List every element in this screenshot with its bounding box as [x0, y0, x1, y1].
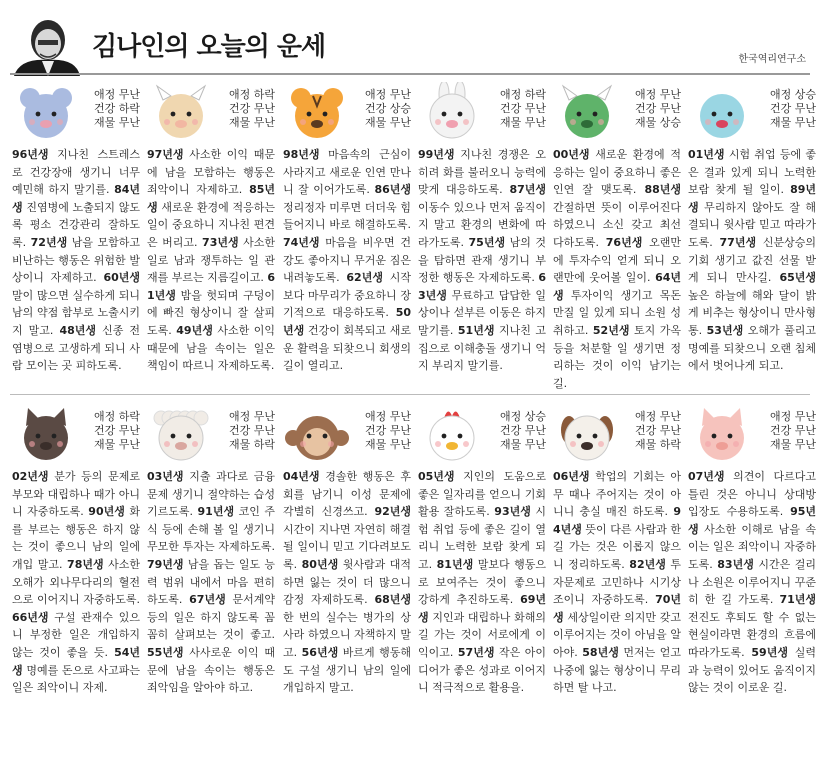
- birth-year: 80년생: [301, 557, 339, 571]
- status-line: 건강 무난: [769, 424, 816, 437]
- birth-year: 87년생: [509, 183, 546, 197]
- birth-year: 67년생: [189, 593, 226, 607]
- fortune-sentence: 작은 아이디어가 좋은 성과로 이어지니 적극적으로 활용을.: [418, 645, 547, 695]
- fortune-sentence: 분가 등의 문제로 부모와 대립하나 때가 아니니 자중하도록.: [12, 470, 140, 519]
- fortune-text: [688, 468, 816, 697]
- ox-icon: [147, 82, 215, 144]
- fortune-sentence: 지나친 경쟁은 오히려 화를 불러오니 능력에 맞게 대응하도록.: [418, 148, 546, 197]
- fortune-sentence: 새로운 환경에 적응하는 일이 중요하니 지나친 편견은 버리고.: [147, 200, 275, 249]
- fortune-sentence: 말이 많으면 실수하게 되니 남의 약점 함부로 노출시키지 말고.: [12, 288, 140, 337]
- status-line: 건강 무난: [93, 424, 140, 437]
- birth-year: 65년생: [779, 271, 816, 285]
- fortune-sentence: 실력과 능력이 있어도 움직이지 않는 것이 이로운 길.: [688, 645, 816, 695]
- tiger-icon: [283, 82, 351, 144]
- source-credit: 한국역리연구소: [738, 54, 806, 65]
- fortune-sentence: 남의 것을 탐하면 관재 생기니 부정한 행동은 자제하도록.: [418, 235, 547, 285]
- status-line: 재물 무난: [499, 116, 546, 129]
- status-line: 애정 상승: [769, 88, 816, 101]
- birth-year: 84년생: [12, 183, 140, 214]
- fortune-status: [760, 88, 816, 130]
- fortune-sentence: 사소한 이익 때문에 남을 모함하는 행동은 죄악이니 자제하고.: [147, 148, 275, 197]
- birth-year: 73년생: [202, 235, 239, 249]
- fortune-sentence: 화를 부르는 행동은 하지 않는 것이 좋으니 남의 일에 개입 말고.: [12, 505, 141, 571]
- pig-icon: [688, 404, 756, 466]
- fortune-sentence: 투자이익 생기고 목돈 만질 일 있게 되니 소원 성취하고.: [553, 288, 681, 337]
- birth-year: 79년생: [147, 557, 184, 571]
- fortune-sentence: 문서계약 등의 일은 하지 않도록 꼼꼼히 살펴보는 것이 좋고.: [147, 593, 275, 642]
- status-line: 애정 무난: [769, 410, 816, 423]
- birth-year: 90년생: [88, 505, 125, 519]
- birth-year: 01년생: [688, 148, 725, 161]
- birth-year: 59년생: [751, 645, 788, 659]
- fortune-text: [553, 468, 681, 697]
- fortune-sentence: 투자문제로 고민하나 시기상조이니 자중하도록.: [553, 557, 682, 607]
- fortune-text: [688, 146, 816, 375]
- fortune-sentence: 지출 과다로 금융문제 생기니 절약하는 습성 기르도록.: [147, 470, 275, 519]
- status-line: 애정 무난: [228, 410, 275, 423]
- fortune-text: [147, 468, 275, 697]
- fortune-sentence: 사소한 오해가 외나무다리의 혈전으로 이어지니 자중하도록.: [12, 557, 141, 607]
- status-line: 애정 무난: [634, 88, 681, 101]
- birth-year: 98년생: [283, 148, 320, 161]
- status-line: 재물 상승: [634, 116, 681, 129]
- status-line: 재물 무난: [228, 116, 275, 129]
- status-line: 애정 무난: [93, 88, 140, 101]
- status-line: 건강 무난: [499, 102, 546, 115]
- fortune-status: [84, 88, 140, 130]
- fortune-sentence: 오해가 풀리고 명예를 되찾으니 오랜 침체에서 벗어나게 되고.: [688, 323, 816, 373]
- status-line: 재물 무난: [364, 116, 411, 129]
- fortune-text: [12, 146, 140, 375]
- header-rule: [10, 73, 810, 75]
- fortune-status: [490, 410, 546, 452]
- birth-year: 55년생: [147, 645, 184, 659]
- fortune-sentence: 새로운 환경에 적응하는 일이 중요하니 좋은 인연 잘 맺도록.: [553, 148, 681, 197]
- fortune-sentence: 명예를 돈으로 사고파는 일은 죄악이니 자제.: [12, 663, 140, 695]
- page-title: 김나인의 오늘의 운세: [92, 32, 326, 62]
- birth-year: 83년생: [717, 557, 754, 571]
- fortune-text: [12, 468, 140, 697]
- birth-year: 92년생: [374, 505, 411, 519]
- birth-year: 53년생: [706, 323, 744, 337]
- birth-year: 03년생: [147, 470, 184, 483]
- status-line: 재물 무난: [769, 116, 816, 129]
- monkey-icon: [283, 404, 351, 466]
- fortune-sentence: 사소한 일로 남과 쟁투하는 일 관재를 부르는 지름길이고.: [147, 235, 276, 285]
- fortune-sentence: 지나친 스트레스로 건강장애 생기니 너무 예민해 하지 말기를.: [12, 148, 140, 197]
- birth-year: 68년생: [374, 593, 411, 607]
- fortune-sentence: 시간이 지나면 자연히 해결될 일이니 믿고 기다려보도록.: [283, 522, 411, 571]
- fortune-text: [418, 146, 546, 375]
- birth-year: 54년생: [12, 645, 140, 677]
- fortune-sentence: 한 번의 실수는 병가의 상사라 하였으니 자책하지 말고.: [283, 610, 411, 659]
- fortune-sentence: 무리하지 않아도 잘 해결되니 윗사람 믿고 따라가도록.: [688, 200, 816, 249]
- fortune-sentence: 전진도 후퇴도 할 수 없는 현실이라면 환경의 흐름에 따라가도록.: [688, 610, 816, 659]
- birth-year: 88년생: [644, 183, 681, 197]
- birth-year: 61년생: [147, 271, 275, 302]
- birth-year: 74년생: [283, 235, 320, 249]
- birth-year: 05년생: [418, 470, 455, 483]
- dog-icon: [553, 404, 621, 466]
- fortune-status: [219, 410, 275, 452]
- status-line: 건강 무난: [634, 424, 681, 437]
- birth-year: 77년생: [719, 235, 757, 249]
- status-line: 애정 무난: [364, 88, 411, 101]
- fortune-sentence: 사소한 이익 때문에 남을 속이는 일은 책임이 따르니 자제하도록.: [147, 323, 276, 373]
- fortune-sentence: 남을 돕는 일도 능력 범위 내에서 마음 편히 하도록.: [147, 557, 275, 607]
- fortune-sentence: 세상일이란 의지만 갖고 이루어지는 것이 아님을 알아야.: [553, 610, 681, 659]
- fortune-sentence: 밤을 헛되며 구덩이에 빠진 형상이니 잘 살피도록.: [147, 288, 275, 337]
- fortune-sentence: 정리정자 미루면 더더욱 힘들어지니 바로 해결하도록.: [283, 200, 411, 232]
- rooster-icon: [418, 404, 486, 466]
- birth-year: 99년생: [418, 148, 455, 161]
- fortune-sentence: 시간은 걸리나 소원은 이루어지니 꾸준히 한 길 가도록.: [688, 557, 817, 607]
- fortune-sentence: 지인의 도움으로 좋은 일자리를 얻으니 기회 활용 잘하도록.: [418, 470, 546, 519]
- fortune-status: [625, 88, 681, 130]
- fortune-status: [355, 88, 411, 130]
- birth-year: 76년생: [605, 235, 643, 249]
- fortune-sentence: 코인 주식 등에 손해 볼 일 생기니 무모한 투자는 자제하도록.: [147, 505, 276, 554]
- fortune-sentence: 마음을 비우면 건강도 좋아지니 무거운 짐은 내려놓도록.: [283, 235, 411, 285]
- status-line: 건강 무난: [228, 102, 275, 115]
- fortune-sentence: 지나친 고집으로 이해충돌 생기니 억지 부리지 말기를.: [418, 323, 547, 373]
- birth-year: 48년생: [59, 323, 97, 337]
- fortune-text: [283, 468, 411, 697]
- fortune-sentence: 학업의 기회는 아무 때나 주어지는 것이 아니니 충실 매진 하도록.: [553, 470, 681, 519]
- snake-icon: [688, 82, 756, 144]
- birth-year: 69년생: [418, 593, 546, 624]
- fortune-sentence: 진염병에 노출되지 않도록 평소 건강관리 잘하도록.: [12, 200, 140, 249]
- fortune-sentence: 바르게 행동해도 구설 생기니 남의 일에 개입하지 말고.: [283, 645, 411, 695]
- fortune-sentence: 오랜만에 투자수익 얻게 되니 오랜만에 웃어볼 일이.: [553, 235, 681, 285]
- birth-year: 91년생: [197, 505, 235, 519]
- dragon-icon: [553, 82, 621, 144]
- birth-year: 51년생: [457, 323, 495, 337]
- status-line: 건강 무난: [364, 424, 411, 437]
- rabbit-icon: [418, 82, 486, 144]
- fortune-sentence: 사사로운 이익 때문에 남을 속이는 행동은 죄악임을 알아야 하고.: [147, 645, 275, 695]
- rat-icon: [12, 82, 80, 144]
- status-line: 재물 무난: [499, 438, 546, 451]
- status-line: 재물 무난: [93, 438, 140, 451]
- status-line: 건강 무난: [499, 424, 546, 437]
- birth-year: 86년생: [374, 183, 411, 197]
- birth-year: 07년생: [688, 470, 725, 483]
- status-line: 재물 무난: [364, 438, 411, 451]
- birth-year: 00년생: [553, 148, 590, 161]
- fortune-status: [355, 410, 411, 452]
- row-divider: [10, 394, 810, 395]
- fortune-sentence: 뜻이 다른 사람과 한 길 가는 것은 이롭지 않으니 정리하도록.: [553, 522, 681, 571]
- birth-year: 63년생: [418, 271, 546, 302]
- birth-year: 81년생: [436, 557, 474, 571]
- fortune-sentence: 시작보다 마무리가 중요하니 장기적으로 대응하도록.: [283, 271, 411, 320]
- fortune-sentence: 말보다 행동으로 보여주는 것이 좋으니 강하게 추진하도록.: [418, 557, 546, 607]
- birth-year: 50년생: [283, 306, 411, 337]
- fortune-sentence: 사소한 이해로 남을 속이는 일은 죄악이니 자중하도록.: [688, 522, 816, 571]
- birth-year: 06년생: [553, 470, 590, 483]
- fortune-sentence: 건강이 회복되고 새로운 활력을 되찾으니 회생의 길이 열리고.: [283, 323, 411, 373]
- status-line: 건강 무난: [769, 102, 816, 115]
- horse-icon: [12, 404, 80, 466]
- fortune-text: [418, 468, 546, 697]
- birth-year: 89년생: [688, 183, 816, 214]
- fortune-sentence: 경솔한 행동은 후회를 남기니 이성 문제에 각별히 신경쓰고.: [283, 470, 411, 519]
- birth-year: 52년생: [592, 323, 630, 337]
- birth-year: 82년생: [629, 557, 666, 571]
- status-line: 애정 무난: [364, 410, 411, 423]
- status-line: 애정 하락: [499, 88, 546, 101]
- fortune-status: [219, 88, 275, 130]
- birth-year: 57년생: [457, 645, 495, 659]
- fortune-sentence: 간절하면 뜻이 이루어진다 하였으니 소신 갖고 최선 다하도록.: [553, 200, 681, 249]
- birth-year: 49년생: [176, 323, 213, 337]
- fortune-sentence: 먼저는 얻고 나중에 잃는 형상이니 무리하면 탈 나고.: [553, 645, 682, 695]
- status-line: 애정 하락: [228, 88, 275, 101]
- birth-year: 97년생: [147, 148, 184, 161]
- birth-year: 72년생: [30, 235, 68, 249]
- fortune-status: [490, 88, 546, 130]
- fortune-sentence: 신분상승의 기회 생기고 값진 선물 받게 되니 만사길.: [688, 235, 816, 285]
- birth-year: 60년생: [103, 271, 140, 285]
- birth-year: 66년생: [12, 610, 49, 624]
- fortune-text: [283, 146, 411, 375]
- birth-year: 78년생: [67, 557, 104, 571]
- author-portrait: [10, 14, 80, 76]
- fortune-status: [760, 410, 816, 452]
- fortune-sentence: 지인과 대립하나 화해의 길 가는 것이 서로에게 이익이고.: [418, 610, 546, 659]
- fortune-sentence: 시험 취업 등에 좋은 결과 있게 되니 노력한 보람 찾게 될 일이.: [688, 148, 816, 197]
- birth-year: 71년생: [779, 593, 816, 607]
- fortune-sentence: 무료하고 답답한 일상이나 섣부른 이동은 하지 말기를.: [418, 288, 546, 337]
- birth-year: 96년생: [12, 148, 49, 161]
- sheep-icon: [147, 404, 215, 466]
- fortune-sentence: 시험 취업 등에 좋은 길이 열리니 노력한 보람 찾게 되고.: [418, 505, 547, 571]
- status-line: 애정 하락: [93, 410, 140, 423]
- fortune-sentence: 높은 하늘에 해와 달이 밝게 비추는 형상이니 만사형통.: [688, 288, 816, 337]
- birth-year: 56년생: [301, 645, 339, 659]
- fortune-text: [147, 146, 275, 375]
- fortune-status: [625, 410, 681, 452]
- birth-year: 94년생: [553, 505, 681, 536]
- birth-year: 02년생: [12, 470, 49, 483]
- birth-year: 04년생: [283, 470, 320, 483]
- birth-year: 62년생: [346, 271, 383, 285]
- status-line: 재물 하락: [634, 438, 681, 451]
- status-line: 건강 무난: [228, 424, 275, 437]
- fortune-sentence: 토지 가옥 등을 처분할 일 생기면 정리하는 것이 이익 남기는 길.: [553, 323, 682, 390]
- birth-year: 85년생: [147, 183, 275, 214]
- status-line: 건강 상승: [364, 102, 411, 115]
- fortune-sentence: 의견이 다르다고 틀린 것은 아니니 상대방 입장도 수용하도록.: [688, 470, 816, 519]
- status-line: 재물 하락: [228, 438, 275, 451]
- birth-year: 70년생: [553, 593, 681, 624]
- fortune-text: [553, 146, 681, 392]
- birth-year: 58년생: [582, 645, 619, 659]
- status-line: 건강 무난: [634, 102, 681, 115]
- status-line: 건강 하락: [93, 102, 140, 115]
- fortune-sentence: 이동수 있으나 먼저 움직이지 말고 환경의 변화에 따라가도록.: [418, 200, 546, 249]
- fortune-sentence: 남을 모함하고 비난하는 행동은 위험한 발상이니 자제하고.: [12, 235, 140, 285]
- fortune-sentence: 마음속의 근심이 사라지고 새로운 인연 만나니 잘 이어가도록.: [283, 148, 411, 197]
- birth-year: 64년생: [553, 271, 681, 302]
- status-line: 애정 상승: [499, 410, 546, 423]
- status-line: 재물 무난: [769, 438, 816, 451]
- fortune-sentence: 신종 전염병으로 고생하게 되니 사람 모이는 곳 피하도록.: [12, 323, 140, 373]
- header: [0, 0, 820, 78]
- status-line: 애정 무난: [634, 410, 681, 423]
- birth-year: 93년생: [494, 505, 531, 519]
- fortune-status: [84, 410, 140, 452]
- fortune-sentence: 윗사람과 대적하면 잃는 것이 더 많으니 감정 자제하도록.: [283, 557, 411, 607]
- status-line: 재물 무난: [93, 116, 140, 129]
- birth-year: 75년생: [468, 235, 506, 249]
- birth-year: 95년생: [688, 505, 816, 536]
- fortune-sentence: 구설 관재수 있으니 부정한 일은 개입하지 않는 것이 좋을 듯.: [12, 610, 140, 659]
